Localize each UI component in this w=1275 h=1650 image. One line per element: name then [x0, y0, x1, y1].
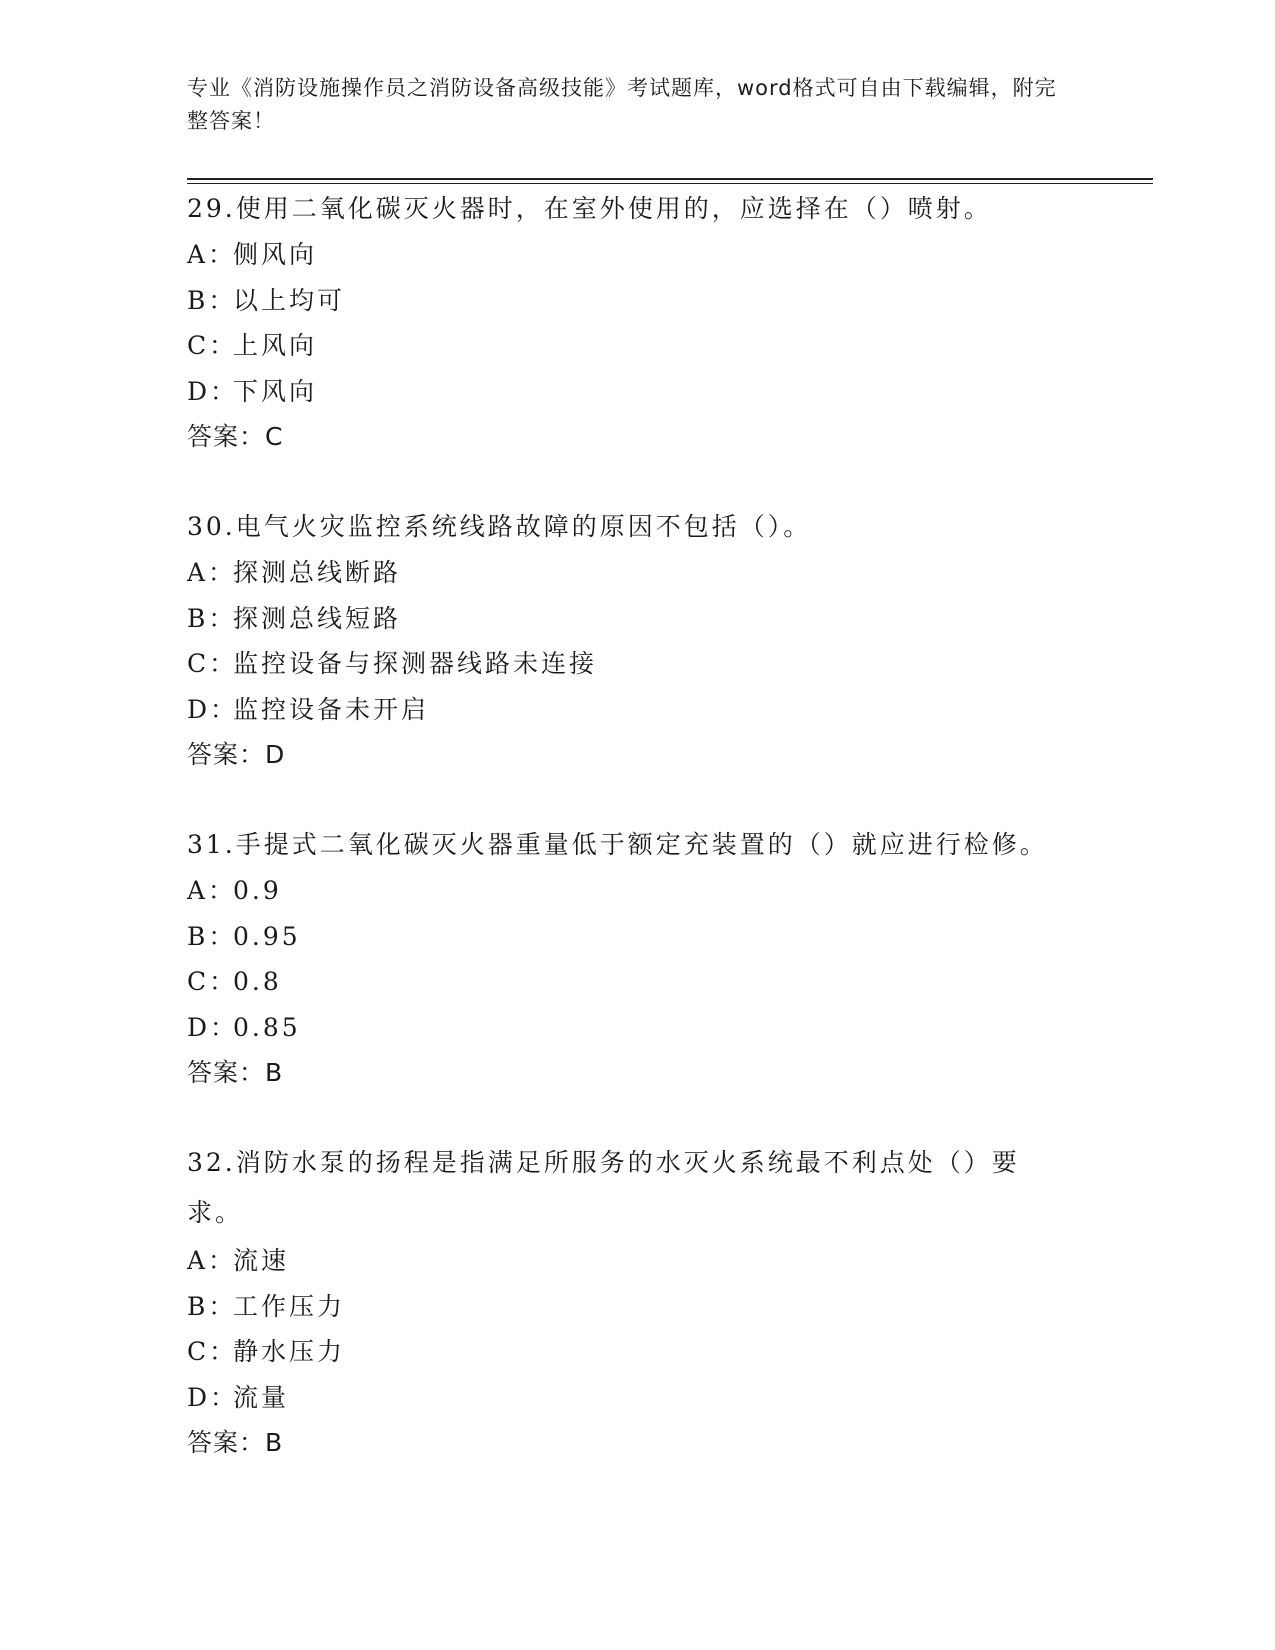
option-text: 0.8: [233, 967, 282, 996]
answer: 答案：B: [187, 1058, 284, 1087]
option-label: A：: [187, 240, 237, 269]
answer: 答案：D: [187, 740, 286, 769]
option-a: [187, 868, 1087, 914]
option-a: [187, 550, 1087, 596]
option-text: 侧风向: [233, 240, 318, 269]
option-text: 探测总线短路: [233, 603, 402, 633]
question-30: [187, 504, 1087, 778]
answer: 答案：B: [187, 1428, 284, 1457]
option-label: C：: [187, 649, 238, 678]
question-32: [187, 1138, 1087, 1466]
header-divider-thin: [187, 183, 1153, 184]
option-text: 工作压力: [233, 1291, 346, 1321]
option-c: [187, 323, 1087, 369]
option-a: [187, 1238, 1087, 1284]
answer: 答案：C: [187, 422, 284, 451]
option-c: [187, 641, 1087, 687]
option-d: [187, 1005, 1087, 1051]
option-label: B：: [187, 603, 237, 633]
option-label: C：: [187, 331, 238, 360]
question-stem: 31.手提式二氧化碳灭火器重量低于额定充装置的（）就应进行检修。: [187, 830, 1048, 859]
option-label: D：: [187, 1382, 239, 1412]
option-label: D：: [187, 694, 239, 724]
option-label: A：: [187, 558, 237, 587]
question-stem: 32.消防水泵的扬程是指满足所服务的水灭火系统最不利点处（）要求。: [187, 1148, 1020, 1227]
document-header: 专业《消防设施操作员之消防设备高级技能》考试题库，word格式可自由下载编辑，附完整答案！: [187, 76, 1057, 133]
option-text: 流速: [233, 1246, 290, 1275]
option-text: 上风向: [233, 331, 318, 360]
option-label: D：: [187, 1012, 239, 1042]
option-label: B：: [187, 1291, 237, 1321]
option-text: 下风向: [233, 376, 318, 406]
option-d: [187, 369, 1087, 415]
option-text: 0.85: [233, 1012, 301, 1042]
option-b: [187, 914, 1087, 960]
option-label: C：: [187, 967, 238, 996]
option-text: 监控设备与探测器线路未连接: [233, 649, 598, 678]
option-label: C：: [187, 1337, 238, 1366]
option-d: [187, 687, 1087, 733]
option-a: [187, 232, 1087, 278]
option-b: [187, 278, 1087, 324]
question-31: [187, 822, 1087, 1096]
option-text: 探测总线断路: [233, 558, 402, 587]
option-text: 0.95: [233, 921, 301, 951]
option-text: 监控设备未开启: [233, 694, 430, 724]
question-stem: 30.电气火灾监控系统线路故障的原因不包括（）。: [187, 512, 812, 541]
option-c: [187, 1329, 1087, 1375]
question-stem: 29.使用二氧化碳灭火器时，在室外使用的，应选择在（）喷射。: [187, 194, 992, 223]
option-text: 流量: [233, 1382, 290, 1412]
option-label: D：: [187, 376, 239, 406]
option-c: [187, 959, 1087, 1005]
option-label: A：: [187, 1246, 237, 1275]
header-divider: [187, 178, 1153, 180]
question-29: [187, 186, 1087, 460]
option-b: [187, 596, 1087, 642]
option-d: [187, 1375, 1087, 1421]
option-label: B：: [187, 285, 237, 315]
option-b: [187, 1284, 1087, 1330]
option-text: 静水压力: [233, 1337, 346, 1366]
option-text: 0.9: [233, 876, 282, 905]
option-label: B：: [187, 921, 237, 951]
option-text: 以上均可: [233, 285, 346, 315]
option-label: A：: [187, 876, 237, 905]
